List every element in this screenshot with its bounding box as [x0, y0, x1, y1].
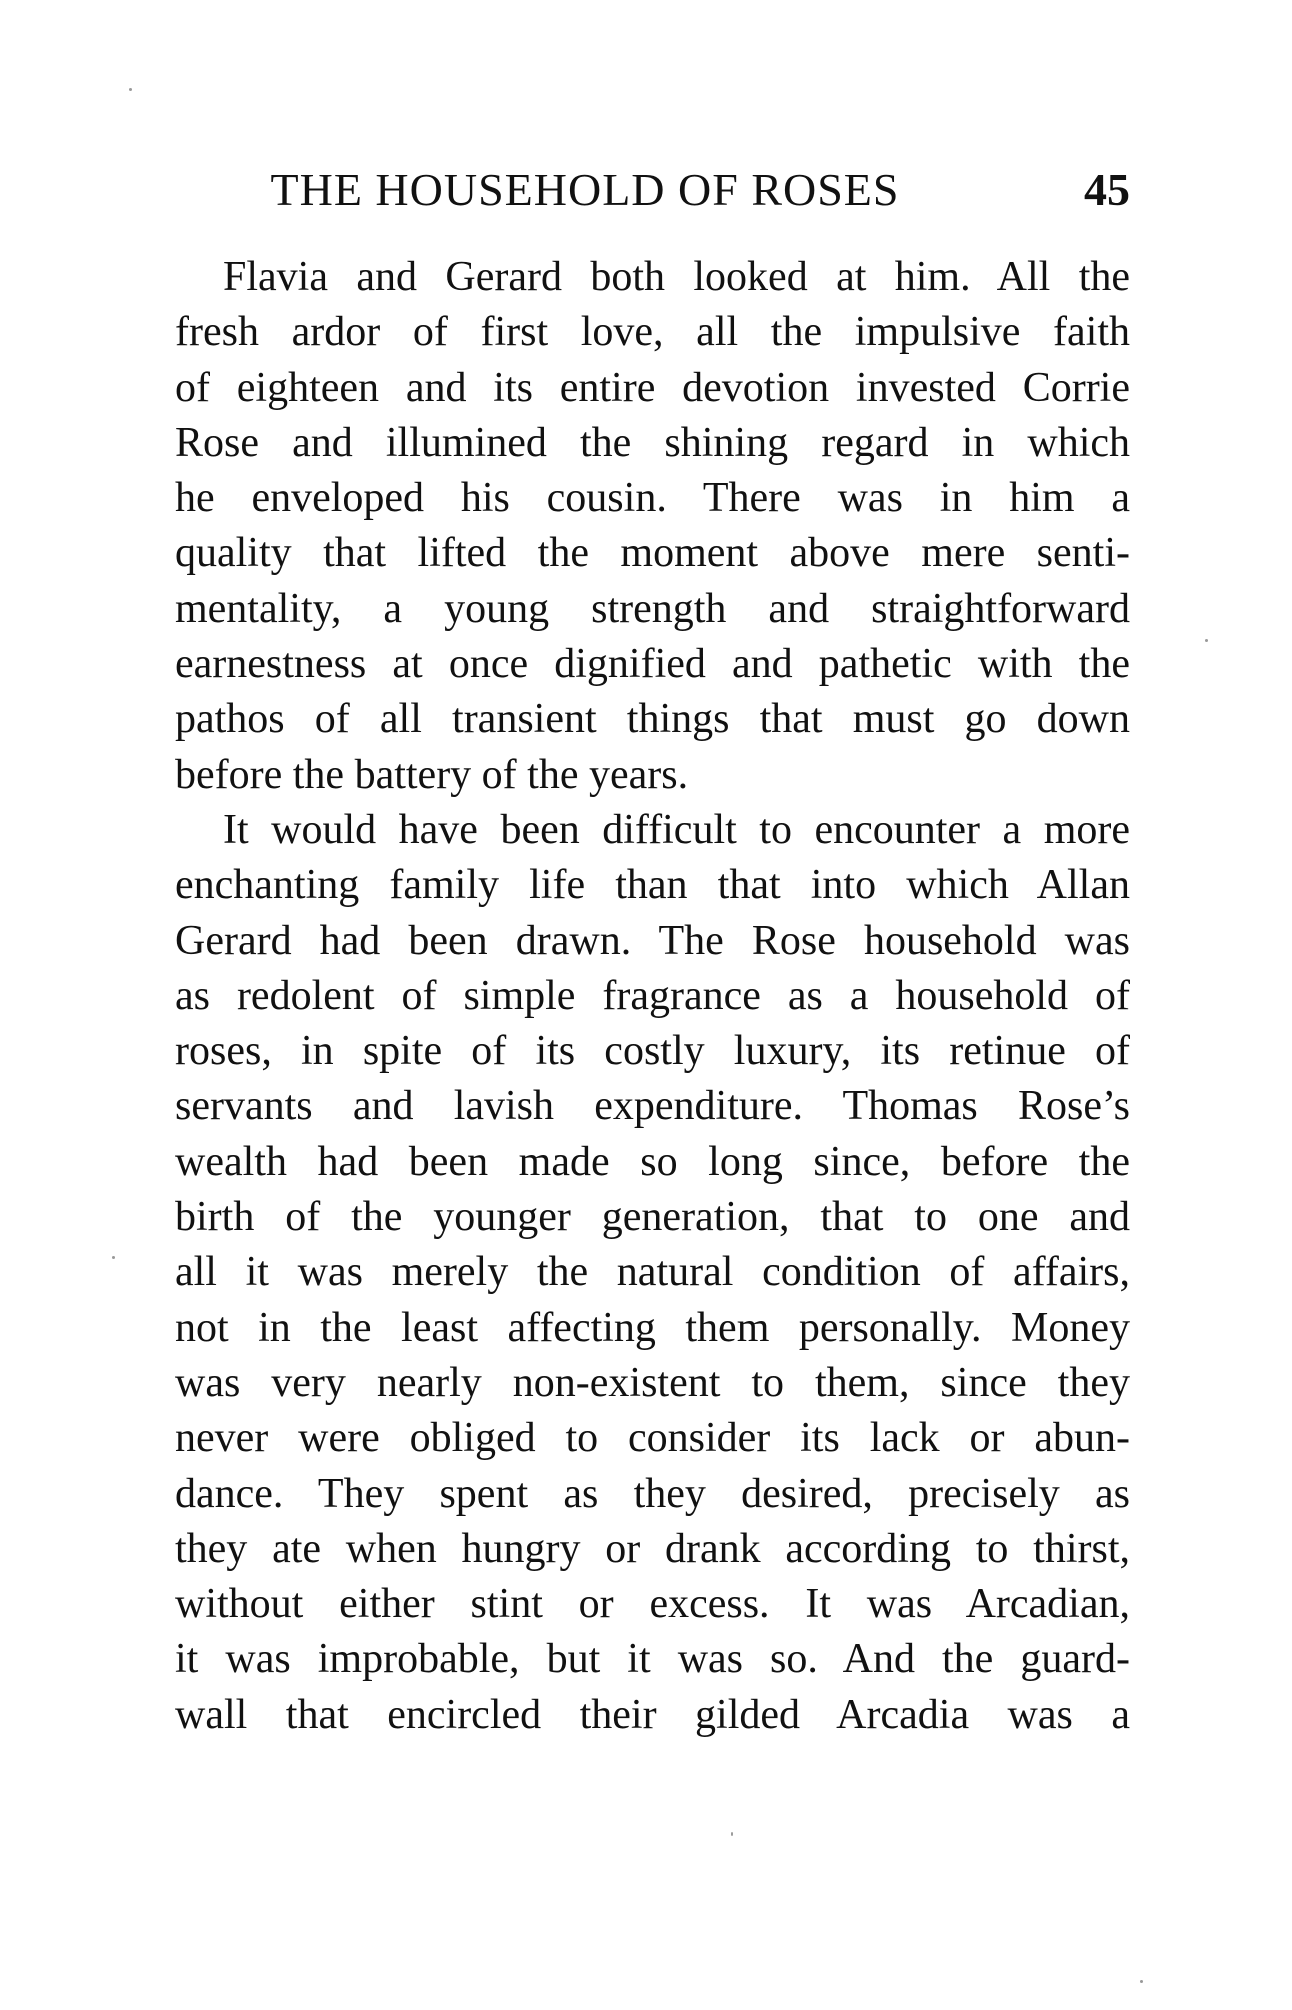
text-line: dance. They spent as they desired, precisely as — [175, 1470, 1130, 1517]
scan-speck — [112, 1256, 115, 1259]
scan-speck — [129, 88, 132, 91]
text-line: of eighteen and its entire devotion invested Corrie — [175, 364, 1130, 411]
text-line: was very nearly non-existent to them, since they — [175, 1359, 1130, 1406]
text-line: Rose and illumined the shining regard in which — [175, 419, 1130, 466]
running-head — [175, 160, 1130, 220]
text-line: Flavia and Gerard both looked at him. All the — [223, 254, 1130, 300]
scan-speck — [1205, 639, 1208, 642]
text-line: he enveloped his cousin. There was in him a — [175, 475, 1130, 522]
text-line: they ate when hungry or drank according to thirst, — [175, 1525, 1130, 1572]
text-line: it was improbable, but it was so. And the guard- — [175, 1636, 1130, 1683]
text-line: birth of the younger generation, that to one and — [175, 1194, 1130, 1241]
text-line: roses, in spite of its costly luxury, its retinue of — [175, 1028, 1130, 1075]
text-line: enchanting family life than that into which Allan — [175, 862, 1130, 909]
text-line: quality that lifted the moment above mere senti- — [175, 530, 1130, 577]
text-line: never were obliged to consider its lack or abun- — [175, 1415, 1130, 1462]
scan-speck — [731, 1832, 733, 1836]
text-line: servants and lavish expenditure. Thomas Rose’s — [175, 1083, 1130, 1130]
page-number: 45 — [1084, 164, 1130, 215]
text-line: fresh ardor of first love, all the impulsive faith — [175, 309, 1130, 356]
text-line: It would have been difficult to encounter a more — [223, 806, 1130, 853]
text-line: not in the least affecting them personally. Money — [175, 1304, 1130, 1351]
text-line: before the battery of the years. — [175, 751, 689, 798]
running-title: THE HOUSEHOLD OF ROSES — [270, 164, 900, 215]
text-line: all it was merely the natural condition of affairs, — [175, 1249, 1130, 1296]
text-line: as redolent of simple fragrance as a household of — [175, 972, 1130, 1019]
scan-speck — [1140, 1980, 1143, 1983]
text-line: mentality, a young strength and straightforward — [175, 585, 1130, 632]
text-line: wealth had been made so long since, before the — [175, 1138, 1130, 1185]
text-line: pathos of all transient things that must go down — [175, 696, 1130, 743]
body-text — [175, 250, 1130, 1743]
text-line: earnestness at once dignified and pathetic with the — [175, 641, 1130, 688]
text-line: without either stint or excess. It was Arcadian, — [175, 1581, 1130, 1628]
text-line: wall that encircled their gilded Arcadia was a — [175, 1691, 1130, 1738]
text-line: Gerard had been drawn. The Rose household was — [175, 917, 1130, 964]
